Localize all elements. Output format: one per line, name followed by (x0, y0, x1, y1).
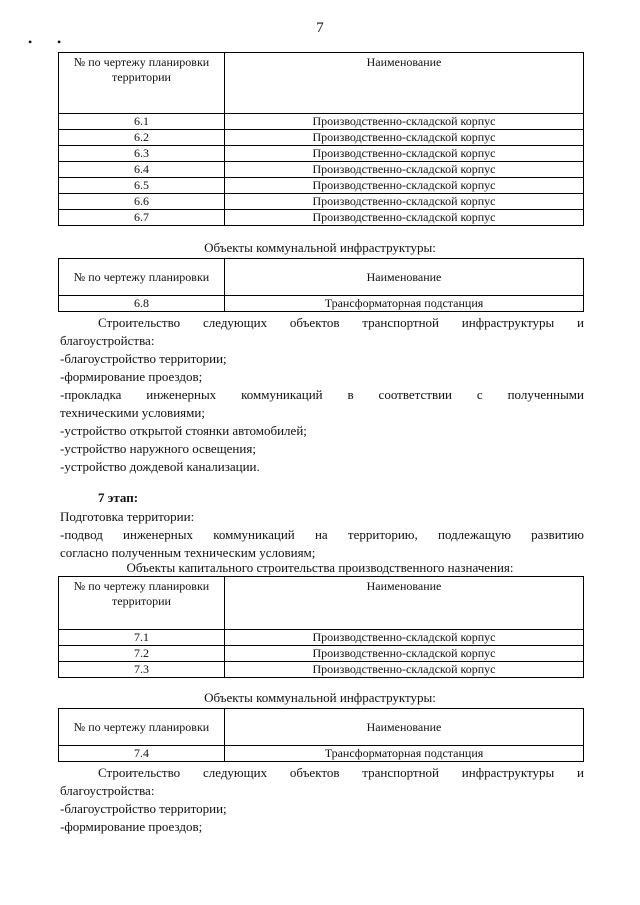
column-header-number: № по чертежу планировки территории (59, 577, 225, 630)
paragraph-intro: Строительство следующих объектов транспортной инфраструктуры и (98, 315, 584, 330)
table-row (59, 130, 584, 146)
cell-number: 6.3 (59, 146, 225, 162)
table-row (59, 646, 584, 662)
list-item: -формирование проездов; (60, 369, 203, 384)
cell-number: 7.1 (59, 630, 225, 646)
table-header-row (59, 53, 584, 114)
cell-number: 6.8 (59, 296, 225, 312)
column-header-number: № по чертежу планировки (59, 709, 225, 746)
list-item: -благоустройство территории; (60, 351, 227, 366)
column-header-name: Наименование (225, 577, 584, 630)
table-row (59, 146, 584, 162)
cell-name: Производственно-складской корпус (225, 130, 584, 146)
table-row (59, 662, 584, 678)
cell-name: Производственно-складской корпус (225, 210, 584, 226)
cell-name: Производственно-складской корпус (225, 194, 584, 210)
column-header-name: Наименование (225, 259, 584, 296)
cell-name: Трансформаторная подстанция (225, 296, 584, 312)
cell-name: Производственно-складской корпус (225, 162, 584, 178)
table-row (59, 296, 584, 312)
list-item-continued: техническими условиями; (60, 405, 205, 420)
table-header-row (59, 259, 584, 296)
cell-number: 6.6 (59, 194, 225, 210)
utility-table-stage7 (58, 708, 584, 762)
cell-number: 6.4 (59, 162, 225, 178)
column-header-name: Наименование (225, 709, 584, 746)
paragraph-line: благоустройства: (60, 783, 155, 798)
table-header-row (59, 577, 584, 630)
table-row (59, 630, 584, 646)
page-number: 7 (316, 20, 324, 36)
list-item: -прокладка инженерных коммуникаций в соответствии с полученными (60, 387, 584, 402)
table-row (59, 162, 584, 178)
cell-number: 6.1 (59, 114, 225, 130)
cell-number: 7.4 (59, 746, 225, 762)
table-row (59, 178, 584, 194)
objects-table-stage6 (58, 52, 584, 226)
list-item: -устройство дождевой канализации. (60, 459, 260, 474)
list-item: -подвод инженерных коммуникаций на территорию, подлежащую развитию (60, 527, 584, 542)
table-row (59, 746, 584, 762)
cell-name: Трансформаторная подстанция (225, 746, 584, 762)
table-row (59, 210, 584, 226)
table-header-row (59, 709, 584, 746)
paragraph-intro: Строительство следующих объектов транспортной инфраструктуры и (98, 765, 584, 780)
column-header-name: Наименование (225, 53, 584, 114)
cell-name: Производственно-складской корпус (225, 178, 584, 194)
cell-number: 7.3 (59, 662, 225, 678)
cell-name: Производственно-складской корпус (225, 114, 584, 130)
utility-table-stage6 (58, 258, 584, 312)
stage-heading: 7 этап: (98, 490, 139, 505)
scan-mark: • (28, 35, 33, 49)
section-caption: Объекты капитального строительства производственного назначения: (126, 560, 514, 575)
list-item: -формирование проездов; (60, 819, 203, 834)
cell-number: 6.7 (59, 210, 225, 226)
column-header-number: № по чертежу планировки территории (59, 53, 225, 114)
list-item: -устройство наружного освещения; (60, 441, 256, 456)
cell-number: 6.2 (59, 130, 225, 146)
column-header-number: № по чертежу планировки (59, 259, 225, 296)
paragraph-line: Подготовка территории: (60, 509, 195, 524)
scan-mark: • (57, 35, 62, 49)
cell-name: Производственно-складской корпус (225, 146, 584, 162)
paragraph-line: благоустройства: (60, 333, 155, 348)
list-item-continued: согласно полученным техническим условиям; (60, 545, 316, 560)
cell-name: Производственно-складской корпус (225, 662, 584, 678)
cell-number: 6.5 (59, 178, 225, 194)
cell-number: 7.2 (59, 646, 225, 662)
list-item: -устройство открытой стоянки автомобилей; (60, 423, 307, 438)
table-row (59, 194, 584, 210)
objects-table-stage7 (58, 576, 584, 678)
section-caption: Объекты коммунальной инфраструктуры: (204, 690, 436, 705)
cell-name: Производственно-складской корпус (225, 630, 584, 646)
section-caption: Объекты коммунальной инфраструктуры: (204, 240, 436, 255)
list-item: -благоустройство территории; (60, 801, 227, 816)
cell-name: Производственно-складской корпус (225, 646, 584, 662)
table-row (59, 114, 584, 130)
